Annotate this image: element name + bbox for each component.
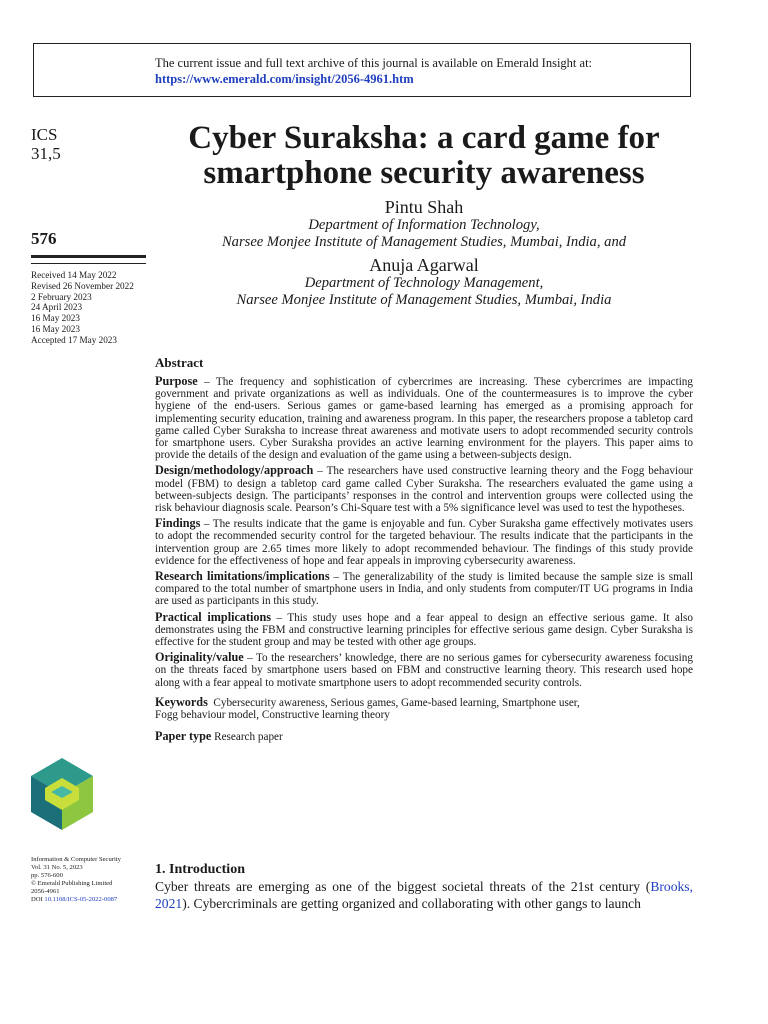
section-text: This study uses hope and a fear appeal to design an effective serious game. It also demonstrates using the FBM and constructive learning principles for effective serious game design. Cyber Suraksha is effective for the student group and may be tested with other age groups.	[155, 611, 694, 649]
citation-link[interactable]: Brooks, 2021	[155, 879, 693, 911]
intro-paragraph	[155, 878, 693, 912]
section-heading: 1. Introduction	[155, 862, 245, 877]
date-line: Revised 26 November 2022	[31, 280, 134, 291]
doi-line	[31, 896, 121, 904]
info-line: Information & Computer Security	[31, 856, 121, 863]
abstract-section	[155, 464, 693, 514]
date-line: 16 May 2023	[31, 323, 80, 334]
introduction	[155, 861, 693, 912]
separator: –	[329, 571, 343, 584]
abstract	[155, 355, 693, 746]
keywords-label: Keywords	[155, 694, 208, 709]
section-text: The frequency and sophistication of cybercrimes are increasing. These cybercrimes are impacting government and private organizations as well as individuals. One of the countermeasures is to improve the cyber hygiene of the end-users. Serious games or game-based learning has emerged as a promising approach for implementing security education, training and awareness program. In this paper, the researchers propose a tabletop card game called Cyber Suraksha to increase threat awareness and motivate users to adopt recommended security controls for smartphone users. Cyber Suraksha provides an active learning environment for the players. This paper aims to provide the details of the design and evaluation of the game using a between-subjects design.	[155, 376, 693, 462]
section-label: Practical implications	[155, 609, 272, 624]
banner-text	[155, 55, 592, 87]
section-text: The generalizability of the study is limited because the sample size is small compared to the total number of smartphone users in India, and only students from computer/IT UG programs in India are used as participants in this study.	[155, 571, 693, 608]
journal-link[interactable]: https://www.emerald.com/insight/2056-4961.htm	[155, 72, 414, 86]
author-name: Pintu Shah	[384, 197, 464, 217]
author-affiliation: Department of Information Technology,	[308, 217, 540, 233]
abstract-section	[155, 517, 693, 567]
info-line: pp. 576-600	[31, 871, 63, 879]
page-number: 576	[31, 229, 57, 248]
date-line: Received 14 May 2022	[31, 270, 117, 280]
emerald-logo-icon	[31, 758, 93, 830]
volume-issue: 31,5	[31, 144, 61, 163]
section-text: To the researchers’ knowledge, there are no serious games for cybersecurity awareness focusing on the threats faced by smartphone users based on FBM and constructive learning theory. This research used hope along with a fear appeal to motivate smartphone users to adopt recommended security controls.	[155, 652, 693, 689]
paper-type-value: Research paper	[214, 731, 283, 744]
separator: –	[271, 611, 288, 624]
keywords-line: Cybersecurity awareness, Serious games, Game-based learning, Smartphone user,	[213, 696, 580, 709]
side-rule-thin	[31, 263, 146, 264]
paper-title	[155, 121, 693, 191]
date-line: 2 February 2023	[31, 291, 92, 302]
abstract-section	[155, 651, 693, 689]
author-affiliation: Narsee Monjee Institute of Management Studies, Mumbai, India, and	[221, 234, 627, 250]
author-block	[155, 197, 693, 309]
section-label: Design/methodology/approach	[155, 463, 314, 478]
intro-text: Cyber threats are emerging as one of the biggest societal threats of the 21st century (	[155, 879, 651, 894]
separator: –	[197, 376, 216, 388]
paper-type-label: Paper type	[155, 729, 212, 744]
paper-type	[155, 730, 693, 743]
section-label: Research limitations/implications	[155, 569, 330, 584]
doi-link[interactable]: 10.1108/ICS-05-2022-0087	[44, 895, 118, 903]
author-name: Anuja Agarwal	[369, 255, 479, 275]
journal-abbrev: ICS	[31, 125, 58, 144]
abstract-heading: Abstract	[155, 355, 204, 370]
banner-line: The current issue and full text archive of this journal is available on Emerald Insight at:	[155, 56, 593, 70]
section-text: The results indicate that the game is enjoyable and fun. Cyber Suraksha game effectively motivates users to adopt the recommended security control for the targeted behaviour. The results indicate that the participants in the intervention group are 2.65 times more likely to adopt recommended behaviour. The findings of this study provide evidence for the effectiveness of hope and fear appeals in improving cybersecurity awareness.	[155, 518, 693, 567]
date-line: 24 April 2023	[31, 302, 83, 313]
date-line: Accepted 17 May 2023	[31, 334, 117, 345]
date-line: 16 May 2023	[31, 313, 80, 324]
keywords	[155, 696, 693, 721]
title-line: smartphone security awareness	[203, 155, 645, 191]
info-line: © Emerald Publishing Limited	[31, 879, 113, 887]
separator: –	[313, 465, 327, 478]
journal-code	[31, 125, 61, 163]
section-label: Findings	[155, 516, 201, 531]
section-label: Originality/value	[155, 650, 244, 665]
keywords-line: Fogg behaviour model, Constructive learning theory	[155, 709, 390, 722]
publication-info	[31, 856, 121, 903]
separator: –	[243, 652, 256, 665]
separator: –	[200, 518, 213, 531]
abstract-section	[155, 375, 693, 461]
author-affiliation: Narsee Monjee Institute of Management Studies, Mumbai, India	[236, 292, 612, 308]
title-line: Cyber Suraksha: a card game for	[188, 120, 660, 156]
journal-banner	[33, 43, 691, 97]
side-rule-thick	[31, 255, 146, 258]
intro-text: ). Cybercriminals are getting organized and collaborating with other gangs to launch	[182, 896, 641, 911]
abstract-section	[155, 570, 693, 608]
doi-label: DOI	[31, 895, 43, 903]
section-text: The researchers have used constructive learning theory and the Fogg behaviour model (FBM) to design a tabletop card game called Cyber Suraksha. The researchers evaluated the game using a between-subjects design. The participants’ responses in the control and intervention groups were collected using the risk behaviour diagnosis scale. Pearson’s Chi-Square test with a 5% significance level was used to test the hypotheses.	[155, 465, 693, 515]
author-affiliation: Department of Technology Management,	[304, 275, 544, 291]
info-line: 2056-4961	[31, 887, 60, 895]
abstract-section	[155, 611, 693, 649]
info-line: Vol. 31 No. 5, 2023	[31, 863, 83, 871]
section-label: Purpose	[155, 374, 198, 388]
received-dates	[31, 270, 134, 346]
